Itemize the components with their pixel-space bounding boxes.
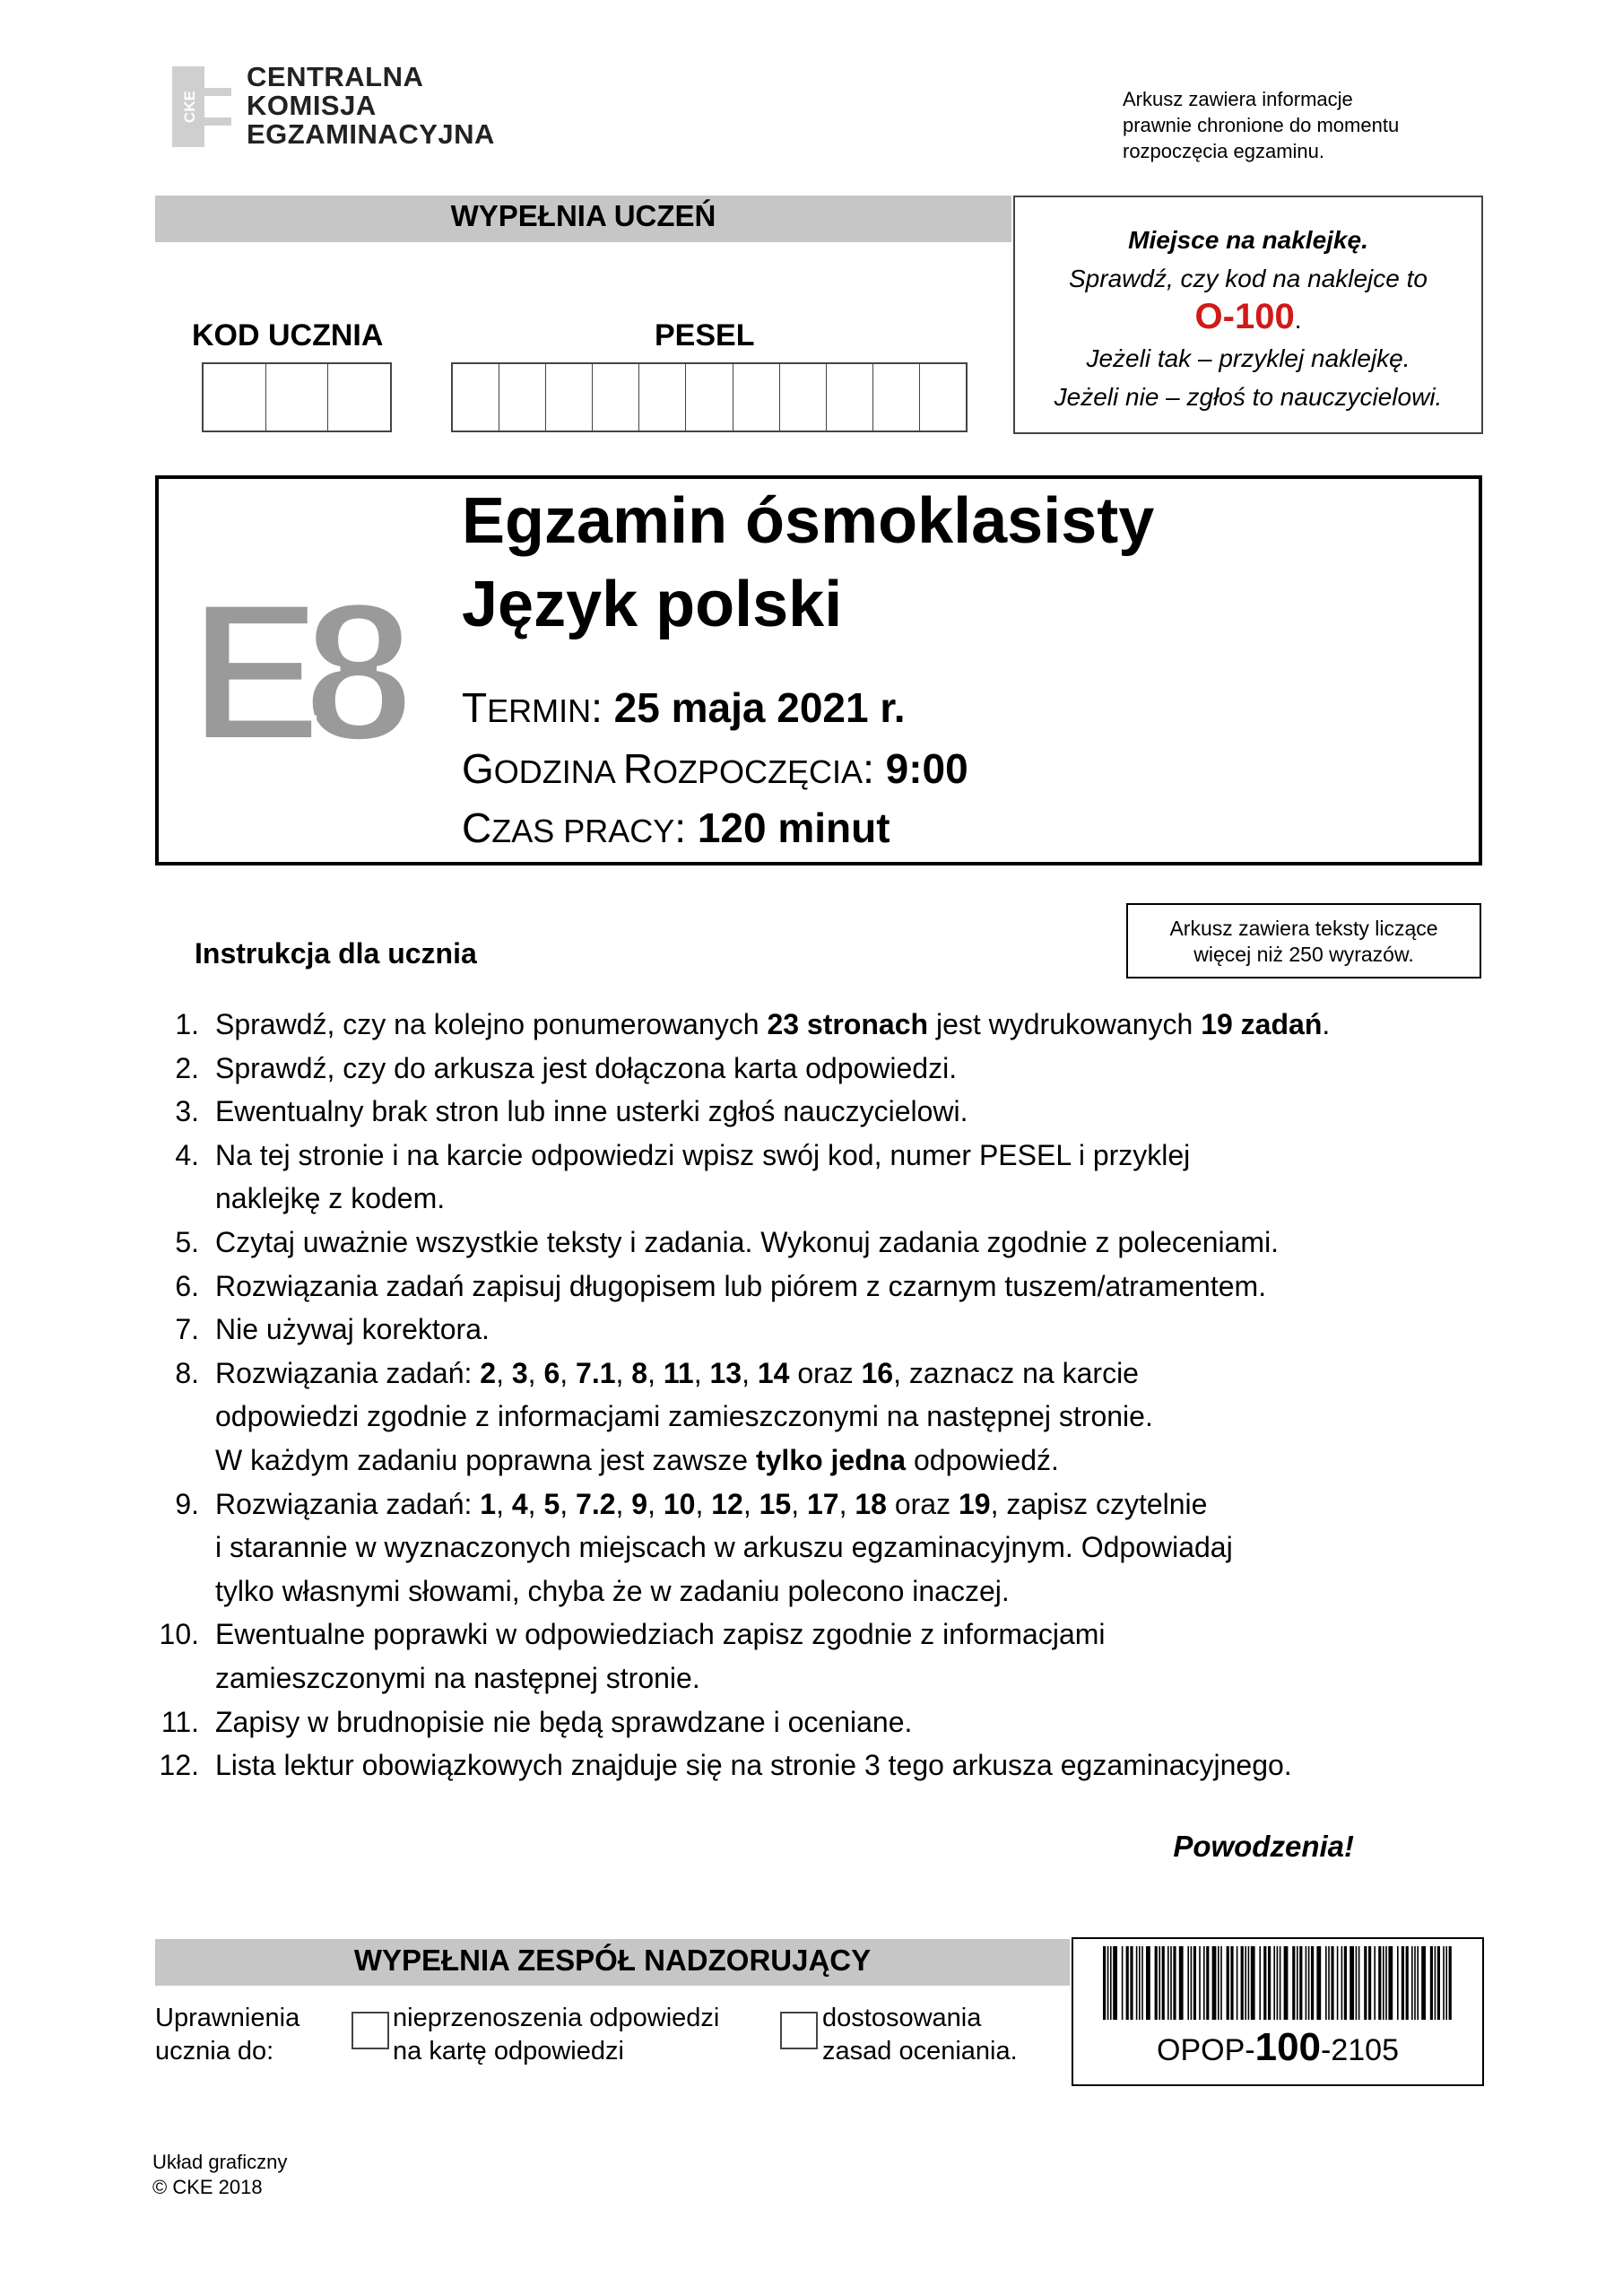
barcode-bar — [1277, 1946, 1279, 2020]
instruction-text: Ewentualny brak stron lub inne usterki zgłoś nauczycielowi. — [215, 1095, 968, 1128]
instruction-item — [151, 1134, 1496, 1221]
sheet-code-suffix: -2105 — [1321, 2033, 1399, 2067]
barcode-bar — [1162, 1946, 1165, 2020]
no-transfer-checkbox[interactable] — [352, 2012, 389, 2049]
barcode-bar — [1203, 1946, 1205, 2020]
word-count-note — [1126, 903, 1481, 978]
barcode-bar — [1414, 1946, 1416, 2020]
instruction-number: 11. — [161, 1705, 199, 1738]
instruction-number: 1. — [175, 1008, 199, 1040]
barcode-bar — [1179, 1946, 1184, 2020]
barcode-bar — [1402, 1946, 1404, 2020]
barcode-bar — [1170, 1946, 1172, 2020]
barcode-bar — [1146, 1946, 1150, 2020]
barcode-bar — [1245, 1946, 1246, 2020]
instruction-text: Rozwiązania zadań zapisuj długopisem lub piórem z czarnym tuszem/atramentem. — [215, 1269, 1267, 1302]
instruction-number: 6. — [175, 1269, 199, 1302]
barcode-bar — [1280, 1946, 1281, 2020]
barcode-bar — [1378, 1946, 1381, 2020]
barcode-bar — [1311, 1946, 1314, 2020]
barcode-bar — [1388, 1946, 1393, 2020]
pesel-label: PESEL — [655, 318, 755, 352]
barcode-bar — [1341, 1946, 1343, 2020]
barcode-bar — [1237, 1946, 1238, 2020]
student-code-input[interactable] — [202, 362, 392, 432]
exam-subject: Język polski — [462, 569, 843, 640]
instruction-text: Sprawdź, czy na kolejno ponumerowanych 23 stronach jest wydrukowanych 19 zadań. — [215, 1008, 1331, 1040]
instructions-heading: Instrukcja dla ucznia — [195, 937, 477, 970]
e8-logo-text: E8 — [190, 587, 396, 749]
exam-start-line — [462, 744, 968, 793]
pesel-digit-box[interactable] — [827, 364, 873, 430]
pesel-digit-box[interactable] — [499, 364, 546, 430]
barcode-bar — [1328, 1946, 1330, 2020]
barcode-bar — [1337, 1946, 1339, 2020]
barcode-bar — [1187, 1946, 1189, 2020]
barcode-bar — [1443, 1946, 1445, 2020]
instruction-item — [151, 1047, 1496, 1091]
adjusted-grading-checkbox[interactable] — [780, 2012, 818, 2049]
barcode-bar — [1350, 1946, 1354, 2020]
note-line: rozpoczęcia egzaminu. — [1123, 140, 1325, 162]
instructions-list — [151, 1003, 1496, 1787]
barcode-bar — [1308, 1946, 1310, 2020]
label-colon: : — [674, 804, 687, 851]
exam-date: 25 maja 2021 r. — [613, 684, 906, 731]
instruction-item — [151, 1265, 1496, 1309]
logo-line: CENTRALNA — [247, 61, 424, 92]
barcode-bar — [1356, 1946, 1358, 2020]
barcode-bar — [1103, 1946, 1106, 2020]
barcode-bar — [1383, 1946, 1384, 2020]
instruction-number: 12. — [159, 1749, 199, 1782]
instruction-text: Rozwiązania zadań: 2, 3, 6, 7.1, 8, 11, 13, 14 oraz 16, zaznacz na karcie odpowiedzi zgodnie z informacjami zamieszczonymi na następnej stronie. W każdym zadaniu poprawna jest zawsze tylko jedna odpowiedź. — [215, 1356, 1153, 1476]
instruction-text: Zapisy w brudnopisie nie będą sprawdzane i oceniane. — [215, 1705, 913, 1738]
label-colon: : — [863, 745, 874, 792]
logo-line: EGZAMINACYJNA — [247, 118, 495, 150]
instruction-item — [151, 1308, 1496, 1352]
protected-info-note — [1123, 86, 1499, 164]
student-section-label: WYPEŁNIA UCZEŃ — [450, 199, 716, 232]
pesel-input[interactable] — [451, 362, 968, 432]
barcode-bar — [1344, 1946, 1347, 2020]
barcode-bar — [1173, 1946, 1176, 2020]
barcode-bar — [1284, 1946, 1289, 2020]
instruction-number: 2. — [175, 1051, 199, 1084]
sticker-code-line — [1015, 298, 1481, 339]
instruction-text: Ewentualne poprawki w odpowiedziach zapisz zgodnie z informacjami zamieszczonymi na następnej stronie. — [215, 1618, 1106, 1694]
footer-line: Układ graficzny — [152, 2151, 288, 2173]
instruction-item — [151, 1003, 1496, 1047]
exam-duration-line — [462, 804, 890, 852]
barcode-bar — [1191, 1946, 1193, 2020]
instruction-number: 8. — [175, 1356, 199, 1389]
exam-duration: 120 minut — [697, 804, 890, 851]
barcode-bar — [1331, 1946, 1333, 2020]
sheet-code-main: 100 — [1254, 2025, 1322, 2069]
barcode-bar — [1411, 1946, 1413, 2020]
barcode-bar — [1273, 1946, 1275, 2020]
barcode-bar — [1263, 1946, 1266, 2020]
sticker-area[interactable] — [1013, 196, 1483, 434]
barcode-bar — [1126, 1946, 1129, 2020]
label-cap: G — [462, 745, 494, 792]
label-line: nieprzenoszenia odpowiedzi — [393, 2004, 720, 2032]
barcode-bar — [1193, 1946, 1196, 2020]
barcode-bar — [1199, 1946, 1201, 2020]
exam-start-time: 9:00 — [885, 745, 968, 792]
logo-line: KOMISJA — [247, 90, 377, 121]
label-line: dostosowania — [822, 2004, 982, 2032]
barcode-bar — [1113, 1946, 1117, 2020]
instruction-text: Na tej stronie i na karcie odpowiedzi wpisz swój kod, numer PESEL i przyklej naklejkę z kodem. — [215, 1138, 1191, 1215]
barcode-bar — [1437, 1946, 1440, 2020]
barcode-bar — [1445, 1946, 1447, 2020]
sticker-no-text: Jeżeli nie – zgłoś to nauczycielowi. — [1054, 383, 1443, 411]
label-cap: T — [462, 684, 488, 731]
instruction-item — [151, 1744, 1496, 1787]
instruction-item — [151, 1613, 1496, 1700]
barcode-bar — [1230, 1946, 1233, 2020]
barcode-bar — [1206, 1946, 1209, 2020]
barcode-bar — [1268, 1946, 1271, 2020]
supervisory-section-label: WYPEŁNIA ZESPÓŁ NADZORUJĄCY — [353, 1944, 872, 1977]
pesel-digit-box[interactable] — [453, 364, 499, 430]
label-line: Uprawnienia — [155, 2004, 300, 2032]
note-line: Arkusz zawiera informacje — [1123, 88, 1353, 110]
cke-logo-mark — [172, 66, 231, 147]
layout-copyright — [152, 2150, 287, 2200]
instruction-number: 3. — [175, 1095, 199, 1128]
label-line: ucznia do: — [155, 2037, 274, 2066]
cke-logo-text — [247, 63, 495, 149]
barcode-bar — [1316, 1946, 1321, 2020]
code-digit-box[interactable] — [204, 364, 266, 430]
barcode-bar — [1406, 1946, 1409, 2020]
instruction-text: Nie używaj korektora. — [215, 1313, 490, 1346]
barcode-bar — [1155, 1946, 1158, 2020]
barcode-bar — [1220, 1946, 1222, 2020]
barcode-bar — [1368, 1946, 1371, 2020]
barcode-bar — [1417, 1946, 1419, 2020]
pesel-digit-box[interactable] — [920, 364, 966, 430]
barcode-bar — [1227, 1946, 1229, 2020]
barcode-bar — [1385, 1946, 1387, 2020]
label-rest: ODZINA — [493, 753, 623, 790]
barcode-bar — [1136, 1946, 1138, 2020]
barcode-icon — [1103, 1946, 1453, 2020]
barcode-bar — [1130, 1946, 1133, 2020]
pesel-digit-box[interactable] — [780, 364, 827, 430]
barcode-bar — [1374, 1946, 1376, 2020]
label-rest: ERMIN — [487, 692, 592, 729]
pesel-digit-box[interactable] — [733, 364, 780, 430]
code-digit-box[interactable] — [328, 364, 390, 430]
instruction-item — [151, 1221, 1496, 1265]
instruction-item — [151, 1700, 1496, 1744]
label-cap: R — [622, 745, 654, 792]
label-line: zasad oceniania. — [822, 2037, 1018, 2066]
barcode-bar — [1421, 1946, 1426, 2020]
barcode-bar — [1292, 1946, 1295, 2020]
label-cap: C — [462, 804, 492, 851]
instruction-text: Czytaj uważnie wszystkie teksty i zadania. Wykonuj zadania zgodnie z poleceniami. — [215, 1225, 1280, 1258]
barcode-bar — [1241, 1946, 1244, 2020]
barcode-bar — [1435, 1946, 1436, 2020]
barcode-bar — [1306, 1946, 1307, 2020]
exam-title: Egzamin ósmoklasisty — [462, 485, 1155, 557]
pesel-digit-box[interactable] — [593, 364, 639, 430]
barcode-bar — [1110, 1946, 1112, 2020]
sticker-yes-text: Jeżeli tak – przyklej naklejkę. — [1086, 344, 1410, 372]
footer-line: © CKE 2018 — [152, 2176, 263, 2198]
e8-logo — [190, 587, 414, 749]
barcode-bar — [1430, 1946, 1433, 2020]
sticker-check-text: Sprawdź, czy kod na naklejce to — [1069, 265, 1428, 292]
instruction-text: Lista lektur obowiązkowych znajduje się na stronie 3 tego arkusza egzaminacyjnego. — [215, 1749, 1292, 1782]
instruction-text: Rozwiązania zadań: 1, 4, 5, 7.2, 9, 10, 12, 15, 17, 18 oraz 19, zapisz czytelnie i starannie w wyznaczonych miejscach w arkuszu egzaminacyjnym. Odpowiadaj tylko własnymi słowami, chyba że w zadaniu polecono inaczej. — [215, 1487, 1233, 1607]
label-rest: ZAS PRACY — [491, 813, 675, 849]
code-digit-box[interactable] — [266, 364, 329, 430]
entitlements-label — [155, 2002, 299, 2068]
barcode-bar — [1212, 1946, 1217, 2020]
no-transfer-label — [393, 2002, 719, 2068]
instruction-number: 7. — [175, 1313, 199, 1346]
barcode-bar — [1397, 1946, 1399, 2020]
sticker-code-suffix: . — [1294, 306, 1302, 334]
barcode-bar — [1248, 1946, 1250, 2020]
note-line: prawnie chronione do momentu — [1123, 114, 1400, 136]
sticker-code: O-100 — [1194, 297, 1295, 336]
adjusted-grading-label — [822, 2002, 1018, 2068]
barcode-bar — [1107, 1946, 1109, 2020]
label-line: na kartę odpowiedzi — [393, 2037, 624, 2066]
sheet-code-prefix: OPOP- — [1157, 2033, 1255, 2067]
note-line: Arkusz zawiera teksty liczące — [1169, 917, 1438, 940]
barcode-bar — [1139, 1946, 1141, 2020]
barcode-bar — [1159, 1946, 1160, 2020]
sticker-title: Miejsce na naklejkę. — [1128, 226, 1368, 254]
note-line: więcej niż 250 wyrazów. — [1193, 943, 1414, 966]
barcode-bar — [1364, 1946, 1367, 2020]
instruction-item — [151, 1090, 1496, 1134]
sheet-code — [1072, 2025, 1484, 2070]
student-code-label: KOD UCZNIA — [192, 318, 384, 352]
barcode-bar — [1297, 1946, 1298, 2020]
barcode-bar — [1358, 1946, 1360, 2020]
instruction-item — [151, 1483, 1496, 1613]
instruction-number: 4. — [175, 1138, 199, 1171]
barcode-bar — [1122, 1946, 1124, 2020]
pesel-digit-box[interactable] — [639, 364, 686, 430]
barcode-bar — [1167, 1946, 1169, 2020]
barcode-bar — [1259, 1946, 1261, 2020]
label-colon: : — [591, 684, 603, 731]
good-luck-text: Powodzenia! — [1173, 1830, 1354, 1863]
barcode-bar — [1251, 1946, 1255, 2020]
pesel-digit-box[interactable] — [546, 364, 593, 430]
barcode-bar — [1299, 1946, 1302, 2020]
instruction-number: 10. — [159, 1618, 199, 1651]
instruction-number: 5. — [175, 1225, 199, 1258]
exam-date-line — [462, 683, 906, 732]
logo-mark-text: CKE — [181, 91, 198, 123]
instruction-number: 9. — [175, 1487, 199, 1520]
barcode-bar — [1218, 1946, 1219, 2020]
barcode-bar — [1141, 1946, 1143, 2020]
instruction-item — [151, 1352, 1496, 1483]
instruction-text: Sprawdź, czy do arkusza jest dołączona karta odpowiedzi. — [215, 1051, 958, 1084]
barcode-bar — [1449, 1946, 1452, 2020]
label-rest: OZPOCZĘCIA — [653, 753, 864, 790]
pesel-digit-box[interactable] — [873, 364, 920, 430]
barcode-bar — [1325, 1946, 1327, 2020]
pesel-digit-box[interactable] — [686, 364, 733, 430]
